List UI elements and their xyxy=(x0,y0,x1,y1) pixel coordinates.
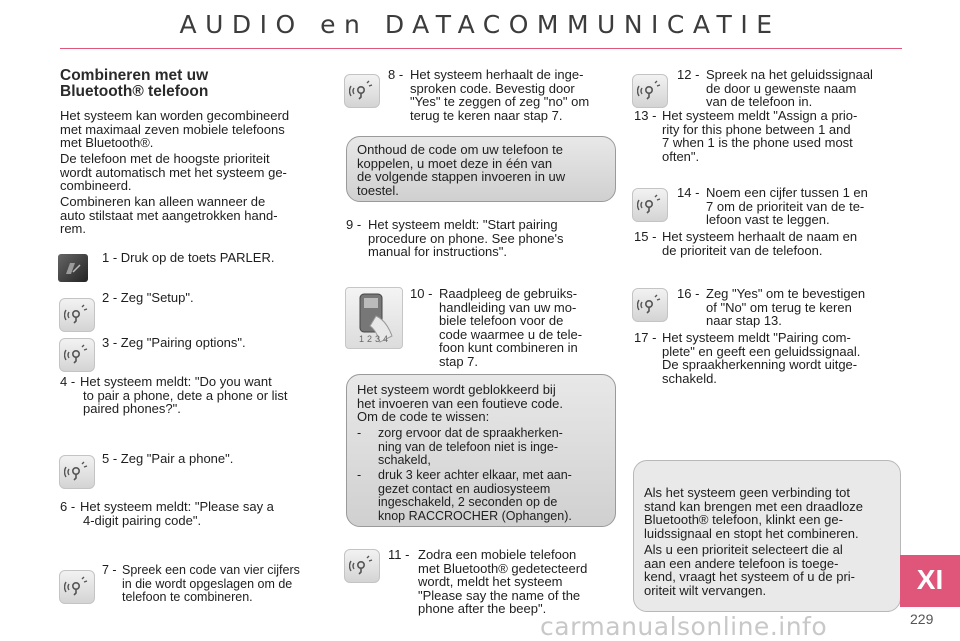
text-line: koppelen, u moet deze in één van xyxy=(357,155,553,171)
chapter-tab xyxy=(900,555,960,607)
parler-button-icon xyxy=(58,254,88,282)
phone-display-digits: 1234 xyxy=(358,334,392,344)
text-line: lefoon vast te leggen. xyxy=(706,212,830,227)
header-rule xyxy=(60,48,902,49)
step-1 xyxy=(102,251,322,265)
text-line: Het systeem wordt geblokkeerd bij xyxy=(357,382,556,397)
text-line: Spreek na het geluidssignaal xyxy=(706,67,873,82)
step-number: 17 - xyxy=(634,330,657,345)
text-line: 3 - Zeg "Pairing options". xyxy=(102,335,246,350)
text-line: Zodra een mobiele telefoon xyxy=(418,547,577,562)
watermark: carmanualsonline.info xyxy=(540,612,828,641)
text-line: "Yes" te zeggen of zeg "no" om xyxy=(410,94,590,109)
text-line: schakeld, xyxy=(378,453,431,467)
text-line: wordt, meldt het systeem xyxy=(418,574,563,589)
bullet-marker: - xyxy=(357,468,362,482)
text-line: Zeg "Yes" om te bevestigen xyxy=(706,286,866,301)
text-line: phone after the beep". xyxy=(418,601,547,616)
step-17 xyxy=(634,331,901,385)
text-line: stap 7. xyxy=(439,353,479,369)
section-title-line: Combineren met uw xyxy=(60,67,209,84)
text-line: terug te keren naar stap 7. xyxy=(410,107,563,123)
text-line: combineerd. xyxy=(60,178,132,193)
blocked-code-note xyxy=(346,374,616,527)
intro-paragraph-1 xyxy=(60,109,326,150)
text-line: 2 - Zeg "Setup". xyxy=(102,290,194,305)
text-line: Het systeem meldt: "Start pairing xyxy=(368,217,558,232)
text-line: Spreek een code van vier cijfers xyxy=(122,563,300,577)
text-line: stand kan brengen met een draadloze xyxy=(644,498,863,514)
text-line: procedure on phone. See phone's xyxy=(368,230,564,246)
text-line: de prioriteit van de telefoon. xyxy=(662,242,823,258)
text-line: paired phones?". xyxy=(83,401,181,416)
phone-keypad-image xyxy=(345,287,403,349)
text-line: knop RACCROCHER (Ophangen). xyxy=(378,508,572,523)
info-box xyxy=(633,460,901,612)
text-line: 5 - Zeg "Pair a phone". xyxy=(102,451,234,466)
step-number: 15 - xyxy=(634,229,657,244)
step-number: 8 - xyxy=(388,67,404,82)
text-line: of "No" om terug te keren xyxy=(706,299,852,315)
voice-command-icon xyxy=(344,74,380,108)
text-line: Het systeem herhaalt de inge- xyxy=(410,67,584,82)
voice-command-icon xyxy=(59,570,95,604)
step-number: 9 - xyxy=(346,217,362,232)
text-line: gezet contact en audiosysteem xyxy=(378,481,551,496)
section-title-line: Bluetooth® telefoon xyxy=(60,83,209,100)
step-number: 14 - xyxy=(677,185,700,200)
voice-command-icon xyxy=(632,188,668,222)
step-number: 4 - xyxy=(60,374,76,389)
text-line: Het systeem herhaalt de naam en xyxy=(662,229,858,244)
bullet-item xyxy=(357,469,608,523)
text-line: schakeld. xyxy=(662,370,717,386)
step-number: 6 - xyxy=(60,499,76,514)
step-6 xyxy=(60,500,327,527)
text-line: Het systeem meldt "Pairing com- xyxy=(662,330,851,345)
step-number: 16 - xyxy=(677,286,700,301)
text-line: code waarmee u de tele- xyxy=(439,326,583,342)
bullet-marker: - xyxy=(357,426,362,440)
text-line: luidssignaal en stopt het combineren. xyxy=(644,525,859,541)
step-8 xyxy=(388,68,616,122)
step-number: 7 - xyxy=(102,563,117,577)
step-15 xyxy=(634,230,901,257)
voice-command-icon xyxy=(59,298,95,332)
text-line: met maximaal zeven mobiele telefoons xyxy=(60,121,285,137)
text-line: Als het systeem geen verbinding tot xyxy=(644,485,850,500)
text-line: to pair a phone, dete a phone or list xyxy=(83,387,288,403)
text-line: Om de code te wissen: xyxy=(357,409,490,424)
text-line: aan een andere telefoon is toege- xyxy=(644,555,839,571)
text-line: 7 when 1 is the phone used most xyxy=(662,135,853,150)
text-line: telefoon te combineren. xyxy=(122,590,253,604)
text-line: kend, vraagt het systeem of u de pri- xyxy=(644,569,855,584)
text-line: oriteit wilt vervangen. xyxy=(644,582,767,598)
text-line: het invoeren van een foutieve code. xyxy=(357,395,563,411)
text-line: rem. xyxy=(60,221,86,236)
text-line: biele telefoon voor de xyxy=(439,313,564,328)
step-number: 12 - xyxy=(677,67,700,82)
step-7 xyxy=(102,564,328,605)
text-line: De spraakherkenning wordt uitge- xyxy=(662,357,858,372)
text-line: ingeschakeld, 2 seconden op de xyxy=(378,495,558,509)
text-line: Noem een cijfer tussen 1 en xyxy=(706,185,868,200)
step-10 xyxy=(410,287,616,368)
text-line: wordt automatisch met het systeem ge- xyxy=(60,164,287,180)
text-line: plete" en geeft een geluidssignaal. xyxy=(662,343,861,359)
text-line: 4-digit pairing code". xyxy=(83,512,202,528)
text-line: Bluetooth® telefoon, klinkt een ge- xyxy=(644,512,843,527)
text-line: de volgende stappen invoeren in uw xyxy=(357,169,566,184)
step-number: 13 - xyxy=(634,108,657,123)
bullet-item xyxy=(357,427,608,468)
voice-command-icon xyxy=(59,338,95,372)
intro-paragraph-3 xyxy=(60,195,326,236)
step-12 xyxy=(677,68,901,109)
step-14 xyxy=(677,186,901,227)
text-line: van de telefoon in. xyxy=(706,94,813,109)
text-line: 7 om de prioriteit van de te- xyxy=(706,198,865,214)
text-line: ning van de telefoon niet is inge- xyxy=(378,439,558,454)
page-title: AUDIO en DATACOMMUNICATIE xyxy=(179,10,781,39)
section-title xyxy=(60,68,330,100)
text-line: "Please say the name of the xyxy=(418,587,581,603)
text-line: auto stilstaat met aangetrokken hand- xyxy=(60,207,278,223)
step-16 xyxy=(677,287,901,328)
code-reminder-note xyxy=(346,136,616,202)
text-line: manual for instructions". xyxy=(368,244,508,259)
text-line: zorg ervoor dat de spraakherken- xyxy=(378,426,563,440)
step-2 xyxy=(102,291,322,305)
text-line: Combineren kan alleen wanneer de xyxy=(60,194,266,209)
text-line: naar stap 13. xyxy=(706,313,782,328)
text-line: often". xyxy=(662,148,700,164)
text-line: toestel. xyxy=(357,182,399,198)
step-4 xyxy=(60,375,327,416)
step-13 xyxy=(634,109,901,163)
text-line: foon kunt combineren in xyxy=(439,340,578,355)
text-line: 1 - Druk op de toets PARLER. xyxy=(102,250,275,265)
text-line: in die wordt opgeslagen om de xyxy=(122,576,293,591)
text-line: Het systeem meldt "Assign a prio- xyxy=(662,108,858,123)
text-line: De telefoon met de hoogste prioriteit xyxy=(60,151,270,166)
voice-command-icon xyxy=(632,74,668,108)
page-header xyxy=(0,0,960,50)
text-line: sproken code. Bevestig door xyxy=(410,80,575,96)
text-line: met Bluetooth®. xyxy=(60,135,154,150)
text-line: Raadpleeg de gebruiks- xyxy=(439,286,578,301)
text-line: handleiding van uw mo- xyxy=(439,299,577,315)
step-9 xyxy=(346,218,616,259)
page-number: 229 xyxy=(910,611,934,627)
step-3 xyxy=(102,336,322,350)
chapter-tab-label: XI xyxy=(916,564,944,595)
text-line: Als u een prioriteit selecteert die al xyxy=(644,542,843,557)
step-number: 10 - xyxy=(410,286,433,301)
text-line: Het systeem meldt: "Please say a xyxy=(80,499,274,514)
step-11 xyxy=(388,548,616,616)
text-line: de door u gewenste naam xyxy=(706,80,857,96)
text-line: Het systeem kan worden gecombineerd xyxy=(60,108,290,123)
text-line: druk 3 keer achter elkaar, met aan- xyxy=(378,468,572,482)
text-line: rity for this phone between 1 and xyxy=(662,121,851,137)
step-5 xyxy=(102,452,322,466)
intro-paragraph-2 xyxy=(60,152,326,193)
text-line: Onthoud de code om uw telefoon te xyxy=(357,142,563,157)
voice-command-icon xyxy=(344,549,380,583)
voice-command-icon xyxy=(632,288,668,322)
text-line: Het systeem meldt: "Do you want xyxy=(80,374,272,389)
voice-command-icon xyxy=(59,455,95,489)
text-line: met Bluetooth® gedetecteerd xyxy=(418,560,588,576)
step-number: 11 - xyxy=(388,547,410,562)
